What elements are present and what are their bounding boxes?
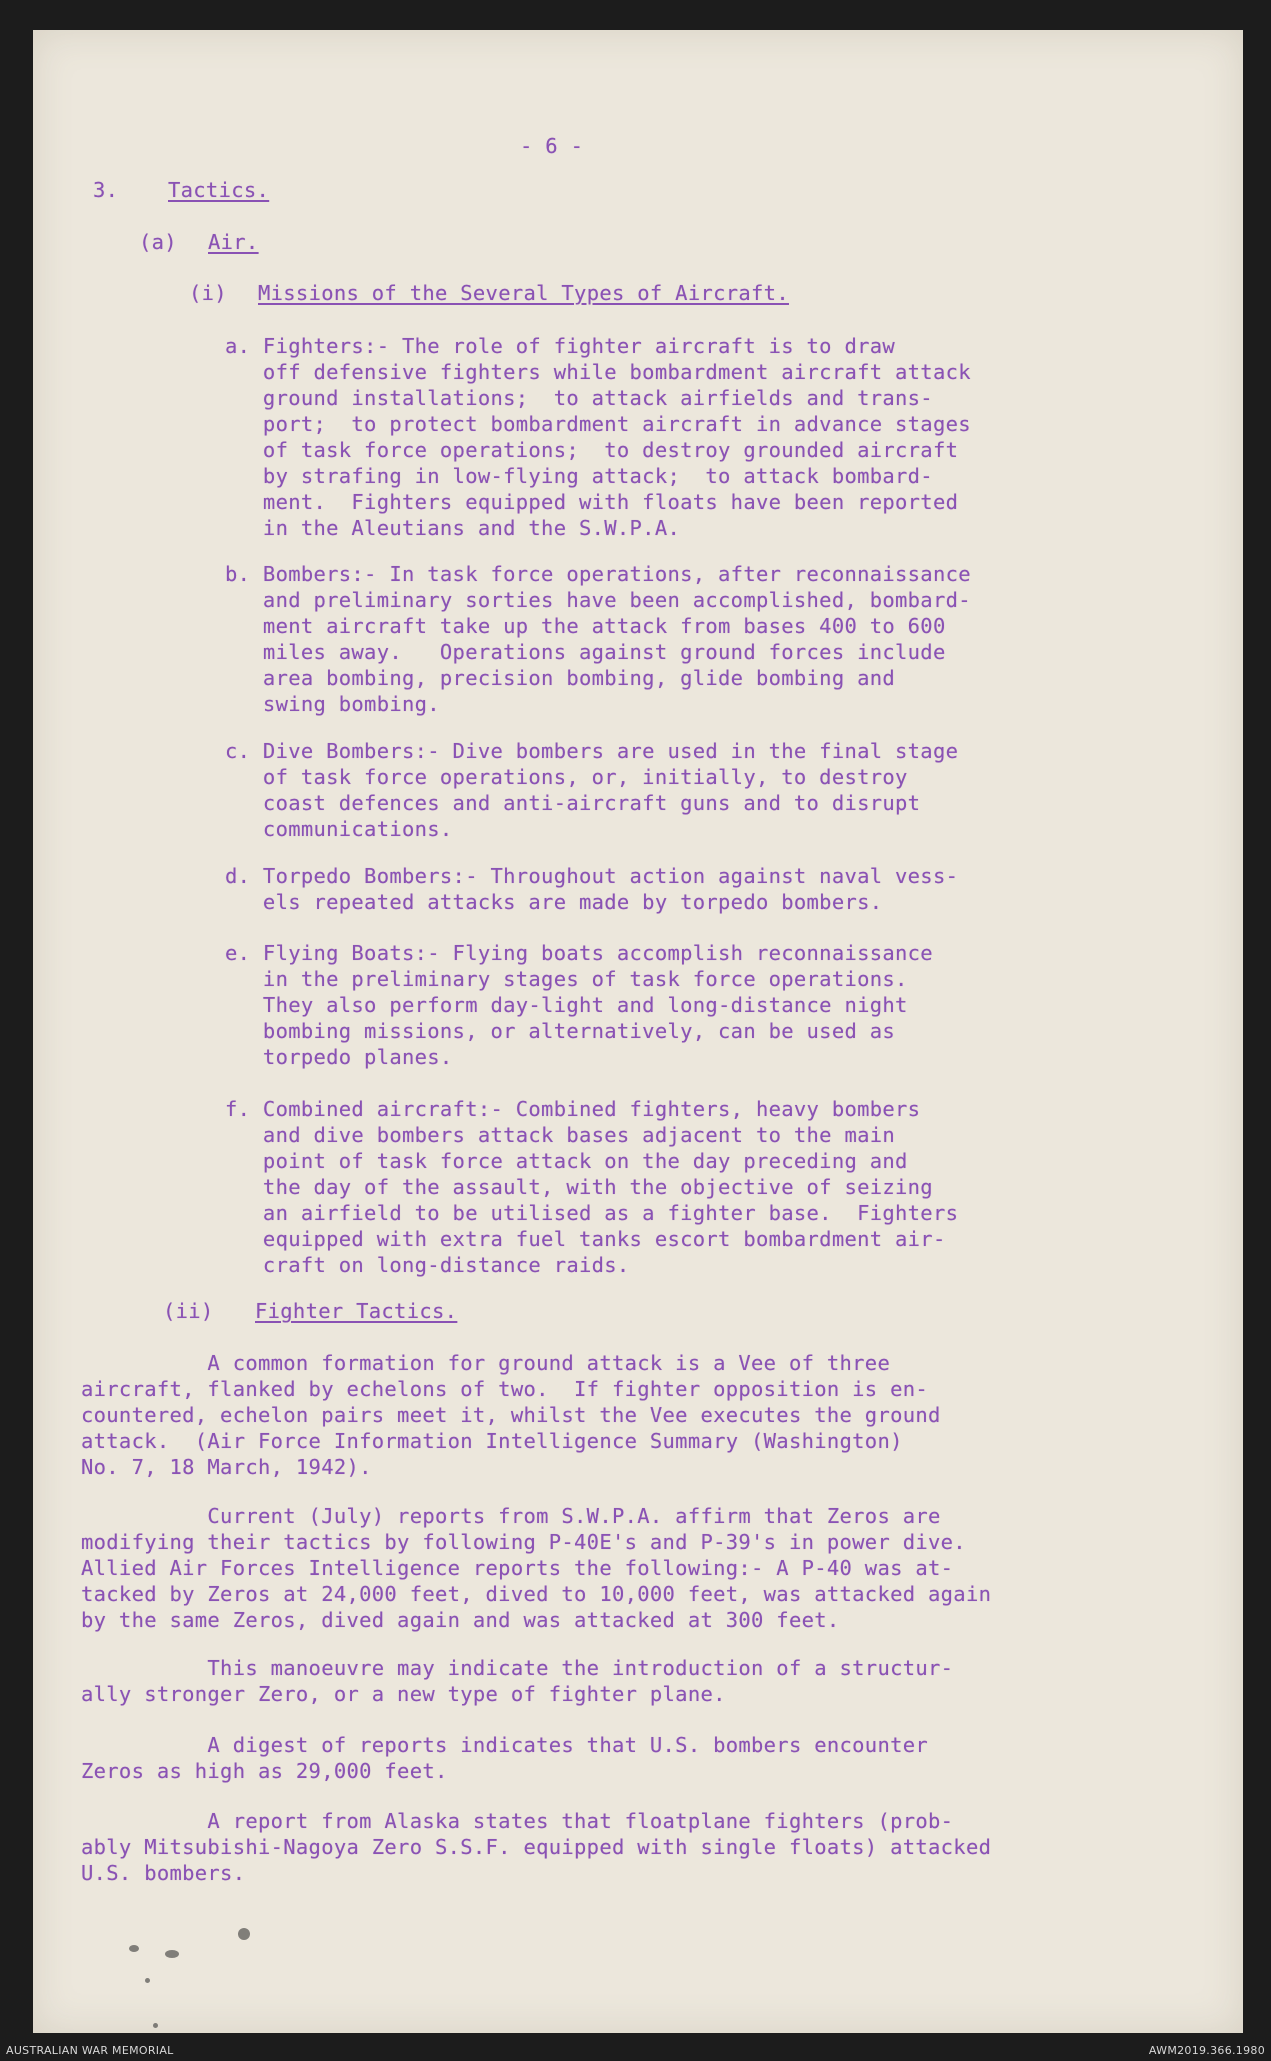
section-number: 3.	[93, 178, 119, 202]
page-number: - 6 -	[520, 134, 584, 158]
paragraph: A report from Alaska states that floatplane fighters (prob- ably Mitsubishi-Nagoya Zero S.S.F. equipped with single floats) attacked U.S. bombers.	[81, 1809, 992, 1885]
list-item: e. Flying Boats:- Flying boats accomplish reconnaissance in the preliminary stages of task force operations. They also perform day-light and long-distance night bombing missions, or alternatively, can be used as torpedo planes.	[225, 941, 933, 1069]
list-item: c. Dive Bombers:- Dive bombers are used in the final stage of task force operations, or, initially, to destroy coast defences and anti-aircraft guns and to disrupt communications.	[225, 739, 959, 841]
list-item: f. Combined aircraft:- Combined fighters, heavy bombers and dive bombers attack bases adjacent to the main point of task force attack on the day preceding and the day of the assault, with the objective of seizing an airfield to be utilised as a fighter base. Fighters equipped with extra fuel tanks escort bombardment air- craft on long-distance raids.	[225, 1097, 959, 1277]
document-page	[33, 30, 1243, 2033]
part-heading: Missions of the Several Types of Aircraft.	[258, 281, 789, 305]
part-number: (i)	[189, 281, 227, 305]
paragraph: A common formation for ground attack is a Vee of three aircraft, flanked by echelons of two. If fighter opposition is en- countered, echelon pairs meet it, whilst the Vee executes the ground attack. (Air Force Information Intelligence Summary (Washington) No. 7, 18 March, 1942).	[81, 1351, 941, 1479]
paper-damage-mark	[129, 1945, 139, 1952]
paper-damage-mark	[153, 2023, 158, 2028]
part-number: (ii)	[163, 1299, 214, 1323]
footer-collection-label: AUSTRALIAN WAR MEMORIAL	[6, 2044, 174, 2057]
paper-damage-mark	[238, 1928, 250, 1940]
paragraph: Current (July) reports from S.W.P.A. affirm that Zeros are modifying their tactics by following P-40E's and P-39's in power dive. Allied Air Forces Intelligence reports the following:- A P-40 was at- tacked by Zeros at 24,000 feet, dived to 10,000 feet, was attacked again by the same Zeros, dived again and was attacked at 300 feet.	[81, 1504, 992, 1632]
subsection-heading: Air.	[208, 230, 259, 254]
subsection-number: (a)	[139, 230, 177, 254]
paragraph: A digest of reports indicates that U.S. bombers encounter Zeros as high as 29,000 feet.	[81, 1733, 929, 1783]
paper-damage-mark	[165, 1950, 179, 1958]
section-heading: Tactics.	[168, 178, 270, 202]
paragraph: This manoeuvre may indicate the introduction of a structur- ally stronger Zero, or a new type of fighter plane.	[81, 1656, 954, 1706]
footer-accession-number: AWM2019.366.1980	[1148, 2044, 1265, 2057]
paper-damage-mark	[145, 1978, 150, 1983]
part-heading: Fighter Tactics.	[255, 1299, 458, 1323]
list-item: d. Torpedo Bombers:- Throughout action against naval vess- els repeated attacks are made by torpedo bombers.	[225, 864, 959, 914]
list-item: b. Bombers:- In task force operations, after reconnaissance and preliminary sorties have been accomplished, bombard- ment aircraft take up the attack from bases 400 to 600 miles away. Operations against ground forces include area bombing, precision bombing, glide bombing and swing bombing.	[225, 562, 971, 716]
list-item: a. Fighters:- The role of fighter aircraft is to draw off defensive fighters while bombardment aircraft attack ground installations; to attack airfields and trans- port; to protect bombardment aircraft in advance stages of task force operations; to destroy grounded aircraft by strafing in low-flying attack; to attack bombard- ment. Fighters equipped with floats have been reported in the Aleutians and the S.W.P.A.	[225, 334, 971, 540]
